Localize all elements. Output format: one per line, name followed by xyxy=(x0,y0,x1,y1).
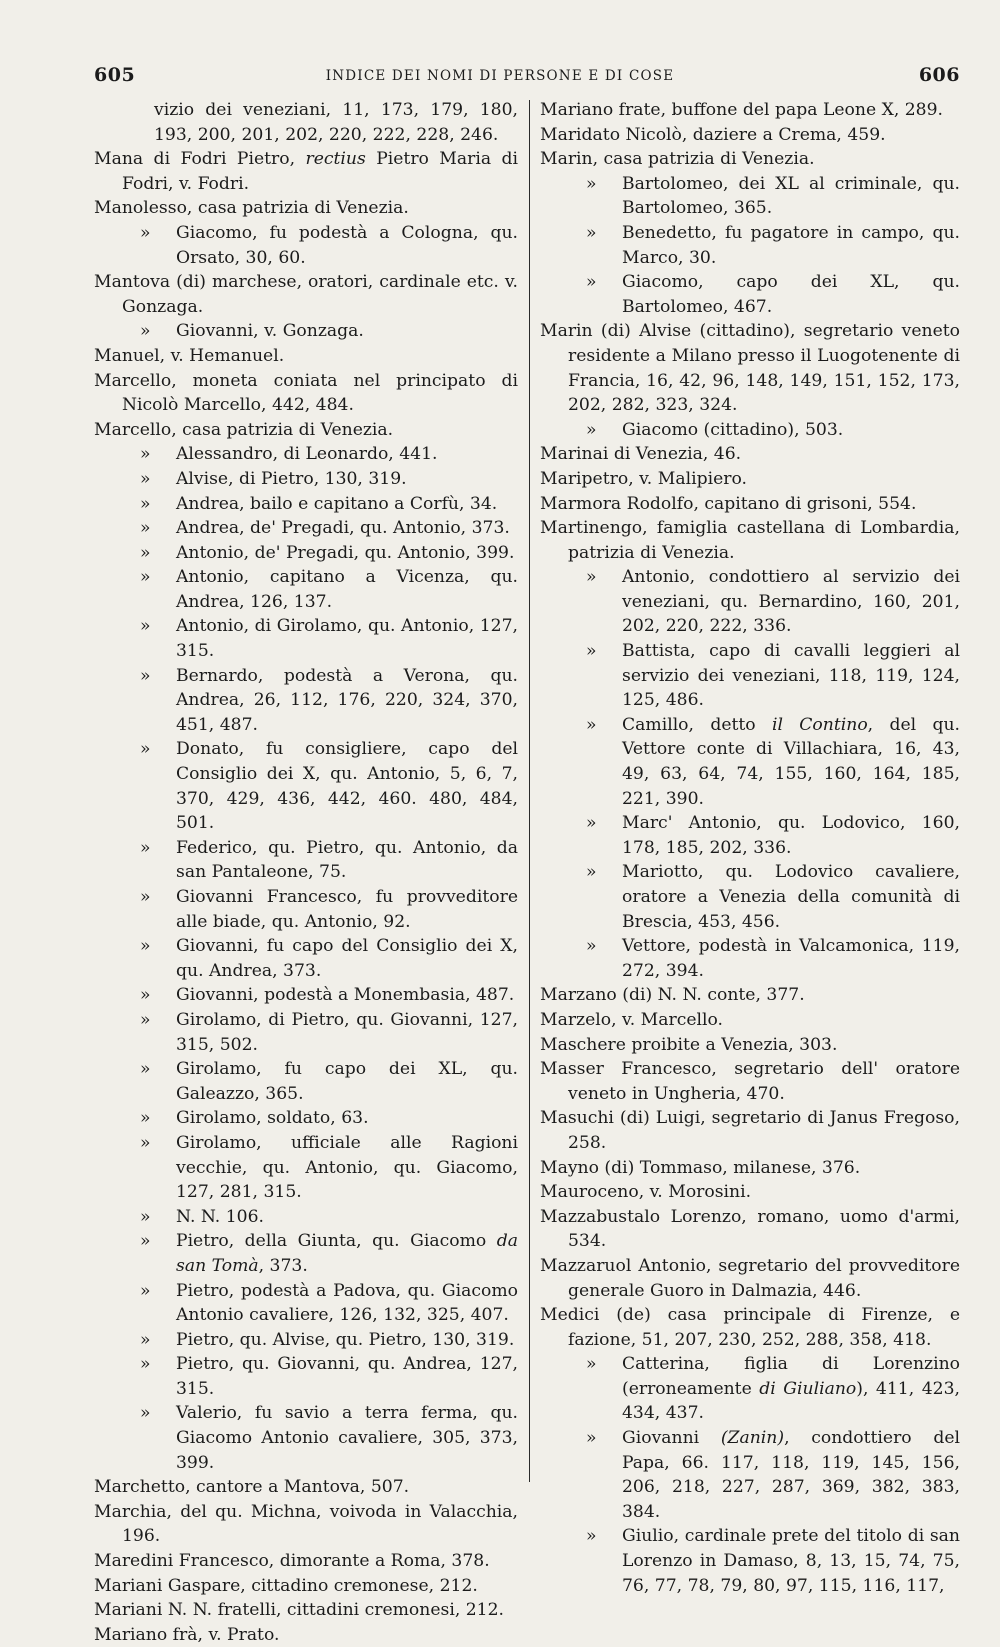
index-entry xyxy=(94,1574,518,1599)
index-subentry xyxy=(94,516,518,541)
index-subentry xyxy=(94,983,518,1008)
index-subentry xyxy=(540,565,960,639)
index-entry xyxy=(540,98,960,123)
entry-text: Mayno (di) Tommaso, milanese, 376. xyxy=(540,1157,861,1178)
entry-text: Mauroceno, v. Morosini. xyxy=(540,1182,752,1203)
index-subentry xyxy=(540,713,960,811)
index-subentry xyxy=(540,1426,960,1524)
subentry-marker: » xyxy=(140,493,151,514)
subentry-marker: » xyxy=(586,567,597,588)
subentry-marker: » xyxy=(586,222,597,243)
index-entry xyxy=(540,1156,960,1181)
index-subentry xyxy=(540,811,960,860)
index-entry xyxy=(94,418,518,443)
entry-text: Maridato Nicolò, daziere a Crema, 459. xyxy=(540,124,886,145)
index-subentry xyxy=(540,172,960,221)
subentry-marker: » xyxy=(140,518,151,539)
index-entry xyxy=(540,492,960,517)
subentry-marker: » xyxy=(140,1280,151,1301)
entry-text: Manolesso, casa patrizia di Venezia. xyxy=(94,198,409,219)
subentry-marker: » xyxy=(140,1059,151,1080)
index-subentry xyxy=(94,934,518,983)
entry-text: Masuchi (di) Luigi, segretario di Janus Fregoso, 258. xyxy=(540,1108,960,1153)
index-entry xyxy=(540,1205,960,1254)
index-subentry xyxy=(94,1328,518,1353)
entry-text: Marmora Rodolfo, capitano di grisoni, 554. xyxy=(540,493,917,514)
entry-text: Marchia, del qu. Michna, voivoda in Valacchia, 196. xyxy=(94,1501,518,1547)
index-entry xyxy=(540,442,960,467)
index-entry xyxy=(94,270,518,319)
subentry-marker: » xyxy=(140,985,151,1006)
index-subentry xyxy=(94,1057,518,1106)
index-entry xyxy=(94,1549,518,1574)
entry-text: Maredini Francesco, dimorante a Roma, 378. xyxy=(94,1551,490,1572)
entry-text: Battista, capo di cavalli leggieri al servizio dei veneziani, 118, 119, 124, 125, 486. xyxy=(622,641,960,711)
index-subentry xyxy=(94,565,518,614)
subentry-marker: » xyxy=(140,887,151,907)
entry-text: Mazzaruol Antonio, segretario del provveditore generale Guoro in Dalmazia, 446. xyxy=(540,1255,960,1301)
running-title: INDICE DEI NOMI DI PERSONE E DI COSE xyxy=(325,68,675,84)
index-subentry xyxy=(94,541,518,566)
entry-text: Marcello, casa patrizia di Venezia. xyxy=(94,419,394,440)
entry-text: Antonio, condottiero al servizio dei veneziani, qu. Bernardino, 160, 201, 202, 220, 222, 336. xyxy=(622,567,960,637)
index-entry xyxy=(540,983,960,1008)
index-subentry xyxy=(94,319,518,344)
subentry-marker: » xyxy=(140,1329,151,1350)
index-entry xyxy=(540,1106,960,1155)
entry-text: Girolamo, soldato, 63. xyxy=(176,1108,369,1129)
entry-text: Girolamo, fu capo dei XL, qu. Galeazzo, 365. xyxy=(176,1059,518,1104)
entry-text: Andrea, de' Pregadi, qu. Antonio, 373. xyxy=(176,518,510,539)
entry-text: Manuel, v. Hemanuel. xyxy=(94,345,285,366)
entry-text: Giovanni, v. Gonzaga. xyxy=(176,321,364,342)
subentry-marker: » xyxy=(586,272,597,293)
subentry-marker: » xyxy=(140,616,151,637)
entry-text: Girolamo, ufficiale alle Ragioni vecchie, qu. Antonio, qu. Giacomo, 127, 281, 315. xyxy=(176,1132,518,1203)
index-subentry xyxy=(94,1401,518,1475)
entry-text: Giacomo, fu podestà a Cologna, qu. Orsato, 30, 60. xyxy=(176,222,518,268)
entry-text: Giovanni, podestà a Monembasia, 487. xyxy=(176,985,515,1006)
entry-text: Giovanni Francesco, fu provveditore alle biade, qu. Antonio, 92. xyxy=(176,887,518,932)
subentry-marker: » xyxy=(586,813,597,834)
index-entry xyxy=(94,344,518,369)
subentry-marker: » xyxy=(140,321,151,342)
index-subentry xyxy=(540,860,960,934)
index-subentry xyxy=(540,221,960,270)
index-entry xyxy=(540,1008,960,1033)
entry-text: Maschere proibite a Venezia, 303. xyxy=(540,1034,838,1055)
index-entry xyxy=(540,1303,960,1352)
entry-text: Camillo, detto il Contino, del qu. Vettore conte di Villachiara, 16, 43, 49, 63, 64, 74, 155, 160, 164, 185, 221, 390. xyxy=(622,714,960,809)
entry-text: Marinai di Venezia, 46. xyxy=(540,444,742,465)
index-subentry xyxy=(94,1008,518,1057)
index-subentry xyxy=(94,664,518,738)
subentry-marker: » xyxy=(140,1206,151,1227)
index-entry xyxy=(540,1254,960,1303)
entry-text: Alvise, di Pietro, 130, 319. xyxy=(176,468,407,489)
entry-text: Marzelo, v. Marcello. xyxy=(540,1009,724,1030)
subentry-marker: » xyxy=(586,641,597,662)
index-entry xyxy=(94,1598,518,1623)
entry-text: Andrea, bailo e capitano a Corfù, 34. xyxy=(176,493,498,514)
entry-text: Alessandro, di Leonardo, 441. xyxy=(176,444,438,465)
entry-text: Giacomo (cittadino), 503. xyxy=(622,419,844,440)
entry-text: Catterina, figlia di Lorenzino (erroneamente di Giuliano), 411, 423, 434, 437. xyxy=(622,1354,960,1424)
entry-text: Antonio, de' Pregadi, qu. Antonio, 399. xyxy=(176,542,515,563)
entry-text: Medici (de) casa principale di Firenze, e fazione, 51, 207, 230, 252, 288, 358, 418. xyxy=(540,1305,960,1350)
entry-text: Valerio, fu savio a terra ferma, qu. Giacomo Antonio cavaliere, 305, 373, 399. xyxy=(176,1403,518,1473)
index-entry xyxy=(94,98,518,147)
subentry-marker: » xyxy=(586,714,597,735)
entry-text: Giovanni (Zanin), condottiero del Papa, 66. 117, 118, 119, 145, 156, 206, 218, 227, 287, 369, 382, 383, 384. xyxy=(622,1428,960,1522)
entry-text: Giulio, cardinale prete del titolo di san Lorenzo in Damaso, 8, 13, 15, 74, 75, 76, 77, 78, 79, 80, 97, 115, 116, 117, xyxy=(622,1526,960,1596)
index-entry xyxy=(540,467,960,492)
subentry-marker: » xyxy=(140,936,151,957)
entry-text: Giacomo, capo dei XL, qu. Bartolomeo, 467. xyxy=(622,272,960,317)
subentry-marker: » xyxy=(586,1428,597,1449)
index-subentry xyxy=(94,221,518,270)
subentry-marker: » xyxy=(586,1354,597,1375)
index-subentry xyxy=(94,836,518,885)
entry-text: Giovanni, fu capo del Consiglio dei X, qu. Andrea, 373. xyxy=(176,936,518,981)
entry-text: Benedetto, fu pagatore in campo, qu. Marco, 30. xyxy=(622,222,960,268)
index-subentry xyxy=(540,934,960,983)
subentry-marker: » xyxy=(140,739,151,760)
index-subentry xyxy=(94,1131,518,1205)
index-entry xyxy=(94,1500,518,1549)
entry-text: Marc' Antonio, qu. Lodovico, 160, 178, 185, 202, 336. xyxy=(622,813,960,858)
entry-text: Mariani Gaspare, cittadino cremonese, 212. xyxy=(94,1575,478,1596)
subentry-marker: » xyxy=(140,222,151,243)
entry-text: Antonio, di Girolamo, qu. Antonio, 127, 315. xyxy=(176,616,518,662)
entry-text: Vettore, podestà in Valcamonica, 119, 272, 394. xyxy=(622,936,960,981)
entry-text: Antonio, capitano a Vicenza, qu. Andrea, 126, 137. xyxy=(176,567,518,612)
entry-text: Mazzabustalo Lorenzo, romano, uomo d'armi, 534. xyxy=(540,1206,960,1252)
index-subentry xyxy=(94,467,518,492)
index-entry xyxy=(540,1057,960,1106)
entry-text: Bernardo, podestà a Verona, qu. Andrea, 26, 112, 176, 220, 324, 370, 451, 487. xyxy=(176,665,518,735)
index-subentry xyxy=(94,737,518,835)
entry-text: Mantova (di) marchese, oratori, cardinale etc. v. Gonzaga. xyxy=(94,272,518,317)
index-subentry xyxy=(94,1229,518,1278)
subentry-marker: » xyxy=(140,567,151,588)
entry-text: Mariano frà, v. Prato. xyxy=(94,1624,280,1645)
entry-text: Pietro, podestà a Padova, qu. Giacomo Antonio cavaliere, 126, 132, 325, 407. xyxy=(176,1280,518,1326)
index-subentry xyxy=(94,442,518,467)
subentry-marker: » xyxy=(140,1132,151,1153)
left-column xyxy=(94,98,518,1647)
index-entry xyxy=(94,1623,518,1647)
subentry-marker: » xyxy=(140,468,151,489)
entry-text: Pietro, della Giunta, qu. Giacomo da san Tomà, 373. xyxy=(176,1231,518,1276)
index-entry xyxy=(94,147,518,196)
column-divider xyxy=(529,100,530,1482)
index-subentry xyxy=(94,1106,518,1131)
index-entry xyxy=(94,369,518,418)
index-entry xyxy=(94,1475,518,1500)
subentry-marker: » xyxy=(586,862,597,883)
subentry-marker: » xyxy=(140,665,151,686)
entry-text: Marcello, moneta coniata nel principato di Nicolò Marcello, 442, 484. xyxy=(94,370,518,416)
subentry-marker: » xyxy=(140,837,151,858)
index-entry xyxy=(540,319,960,417)
entry-text: Masser Francesco, segretario dell' oratore veneto in Ungheria, 470. xyxy=(540,1059,960,1104)
right-column xyxy=(540,98,960,1598)
subentry-marker: » xyxy=(586,173,597,194)
index-entry xyxy=(540,1033,960,1058)
entry-text: Bartolomeo, dei XL al criminale, qu. Bartolomeo, 365. xyxy=(622,173,960,219)
entry-text: Mana di Fodri Pietro, rectius Pietro Maria di Fodri, v. Fodri. xyxy=(94,149,519,194)
index-entry xyxy=(540,516,960,565)
index-subentry xyxy=(94,492,518,517)
index-subentry xyxy=(540,418,960,443)
index-subentry xyxy=(540,1524,960,1598)
entry-text: Marchetto, cantore a Mantova, 507. xyxy=(94,1477,410,1498)
entry-text: Maripetro, v. Malipiero. xyxy=(540,468,747,489)
subentry-marker: » xyxy=(140,1403,151,1424)
subentry-marker: » xyxy=(140,1354,151,1375)
entry-text: Mariano frate, buffone del papa Leone X, 289. xyxy=(540,100,944,120)
index-subentry xyxy=(540,639,960,713)
index-entry xyxy=(540,1180,960,1205)
index-entry xyxy=(94,196,518,221)
page-number-right: 606 xyxy=(918,64,960,86)
entry-text: N. N. 106. xyxy=(176,1206,265,1227)
entry-text: Girolamo, di Pietro, qu. Giovanni, 127, 315, 502. xyxy=(176,1009,518,1055)
index-subentry xyxy=(94,1205,518,1230)
entry-text: Mariani N. N. fratelli, cittadini cremonesi, 212. xyxy=(94,1600,505,1621)
index-subentry xyxy=(94,885,518,934)
entry-text: vizio dei veneziani, 11, 173, 179, 180, 193, 200, 201, 202, 220, 222, 228, 246. xyxy=(154,100,518,145)
index-subentry xyxy=(540,1352,960,1426)
index-subentry xyxy=(94,614,518,663)
index-subentry xyxy=(94,1352,518,1401)
entry-text: Marin (di) Alvise (cittadino), segretario veneto residente a Milano presso il Luogotenente di Francia, 16, 42, 96, 148, 149, 151, 152, 173, 202, 282, 323, 324. xyxy=(540,321,960,416)
subentry-marker: » xyxy=(586,1526,597,1547)
entry-text: Martinengo, famiglia castellana di Lombardia, patrizia di Venezia. xyxy=(540,518,960,563)
subentry-marker: » xyxy=(140,542,151,563)
page-number-left: 605 xyxy=(94,64,136,86)
entry-text: Pietro, qu. Giovanni, qu. Andrea, 127, 315. xyxy=(176,1354,518,1399)
subentry-marker: » xyxy=(140,1108,151,1129)
entry-text: Donato, fu consigliere, capo del Consiglio dei X, qu. Antonio, 5, 6, 7, 370, 429, 436, 442, 460. 480, 484, 501. xyxy=(176,739,518,834)
subentry-marker: » xyxy=(140,444,151,465)
subentry-marker: » xyxy=(586,936,597,957)
subentry-marker: » xyxy=(140,1009,151,1030)
subentry-marker: » xyxy=(140,1231,151,1252)
index-subentry xyxy=(540,270,960,319)
subentry-marker: » xyxy=(586,419,597,440)
entry-text: Marin, casa patrizia di Venezia. xyxy=(540,149,815,170)
entry-text: Marzano (di) N. N. conte, 377. xyxy=(540,985,805,1006)
entry-text: Federico, qu. Pietro, qu. Antonio, da san Pantaleone, 75. xyxy=(176,837,518,883)
index-subentry xyxy=(94,1279,518,1328)
index-entry xyxy=(540,147,960,172)
entry-text: Mariotto, qu. Lodovico cavaliere, oratore a Venezia della comunità di Brescia, 453, 456. xyxy=(622,862,960,932)
entry-text: Pietro, qu. Alvise, qu. Pietro, 130, 319. xyxy=(176,1329,515,1350)
index-entry xyxy=(540,123,960,148)
